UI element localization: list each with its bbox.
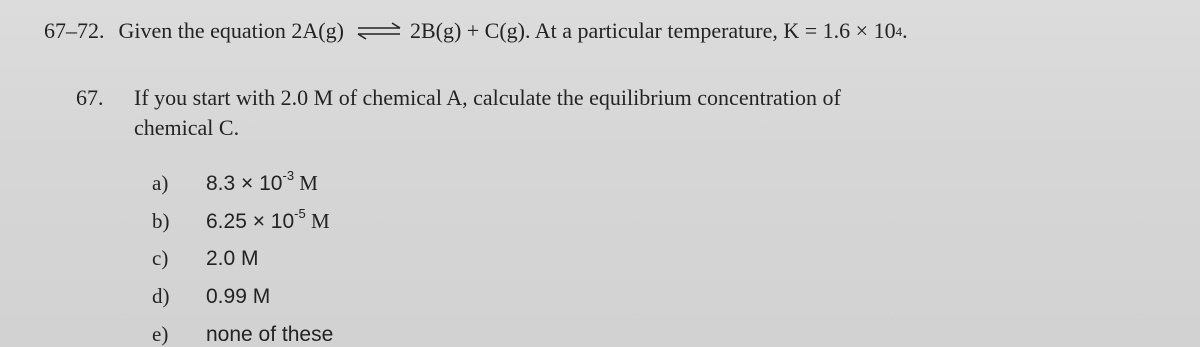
question-number: 67. [76,85,104,110]
option-letter: a) [152,171,169,195]
question-67 [76,83,1076,143]
k-exponent: 4 [895,24,903,39]
option-value: 0.99 M [206,285,271,308]
option-letter: c) [152,246,169,270]
answer-options [152,170,333,347]
option-d[interactable] [152,284,333,322]
option-letter: d) [152,284,170,308]
option-value: $6.25 \times 10^{-5}$ M [206,206,330,233]
option-value: none of these [206,323,334,346]
option-b[interactable] [152,208,333,246]
header-given-suffix: 2B(g) + C(g). At a particular temperature, K = 1.6 × 10 [409,18,896,43]
question-line-2: chemical C. [134,115,240,140]
option-e[interactable] [152,322,333,347]
option-a[interactable] [152,170,333,208]
option-value: 2.0 M [206,247,259,270]
option-value: $8.3 \times 10^{-3}$ M [206,168,318,195]
option-letter: e) [152,322,169,346]
problem-range: 67–72. [44,18,105,43]
option-letter: b) [152,209,170,233]
header-given-prefix: Given the equation 2A(g) [118,18,344,43]
question-line-1: If you start with 2.0 M of chemical A, calculate the equilibrium concentration of [134,85,841,110]
problem-header [44,18,908,44]
equilibrium-arrow-icon [356,21,402,41]
header-end-punct: . [902,18,908,43]
option-c[interactable] [152,246,333,284]
